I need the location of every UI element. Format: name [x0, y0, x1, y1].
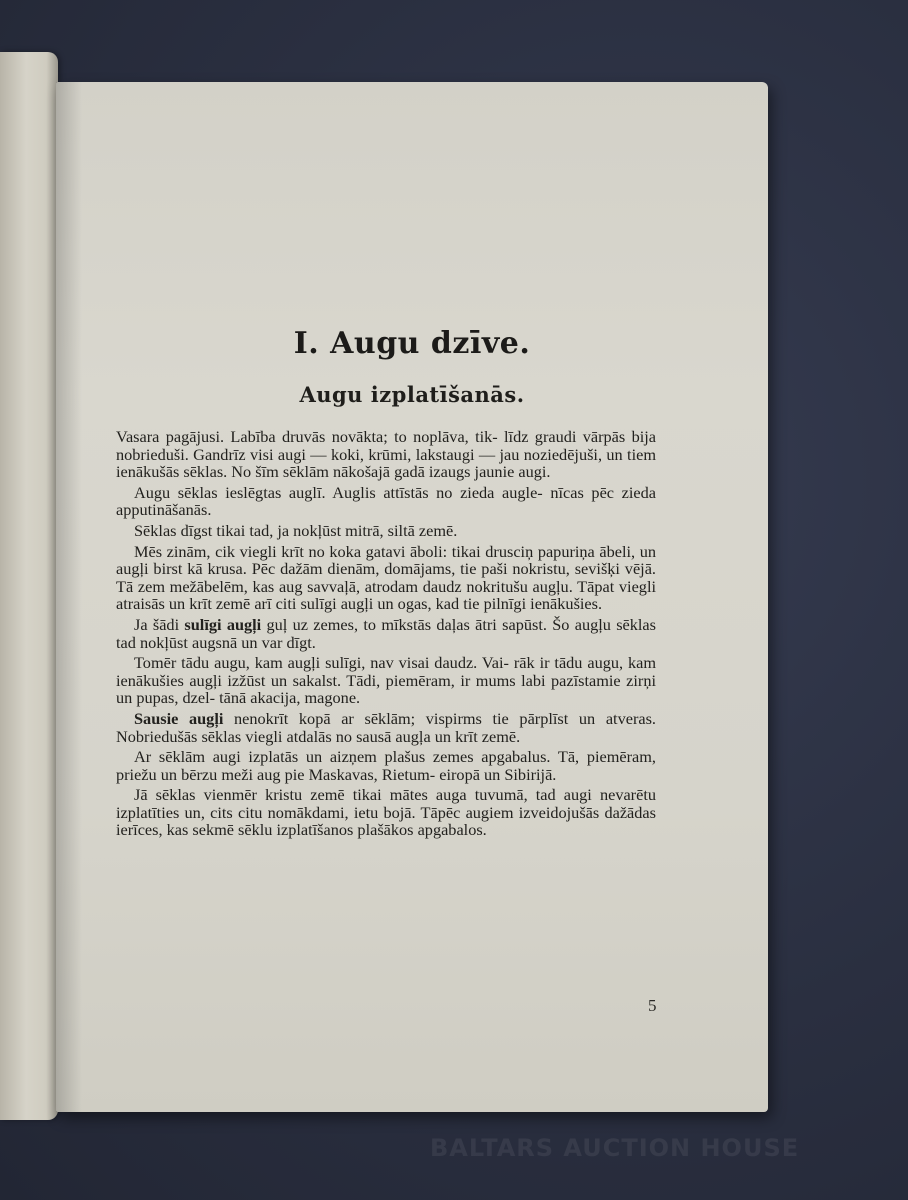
body-text — [116, 428, 656, 842]
auction-watermark: BALTARS AUCTION HOUSE — [430, 1134, 800, 1162]
page-number: 5 — [648, 996, 657, 1015]
chapter-title: I. Augu dzīve. — [293, 326, 531, 361]
paragraph-4: Mēs zinām, cik viegli krīt no koka gatavi āboli: tikai drusciņ papuriņa ābeli, un augļi birst kā krusa. Pēc dažām dienām, domājams, tie paši nokristu, sevišķi vējā. Tā zem mežābelēm, kas aug savvaļā, atrodam daudz nokritušu augļu. Tāpat viegli atraisās un krīt zemē arī citi sulīgi augļi un ogas, kad tie pilnīgi ienākušies. — [116, 541, 656, 614]
paragraph-1: Vasara pagājusi. Labība druvās novākta; to noplāva, tik- līdz graudi vārpās bija nobrieduši. Gandrīz visi augi — koki, krūmi, lakstaugi — jau noziedējuši, un tiem ienākušās sēklas. No šīm sēklām nākošajā gadā izaugs jaunie augi. — [116, 427, 656, 482]
paragraph-5-bold-term: sulīgi augļi — [184, 614, 262, 634]
paragraph-5-lead: Ja šādi — [134, 614, 185, 634]
paragraph-8: Ar sēklām augi izplatās un aizņem plašus zemes apgabalus. Tā, piemēram, priežu un bērzu meži aug pie Maskavas, Rietum- eiropā un Sibirijā. — [116, 747, 656, 784]
paragraph-7 — [116, 710, 656, 745]
book-page — [56, 82, 768, 1112]
paragraph-5 — [116, 616, 656, 651]
paragraph-2: Augu sēklas ieslēgtas auglī. Auglis attīstās no zieda augle- nīcas pēc zieda apputināšanās. — [116, 482, 656, 520]
paragraph-6: Tomēr tādu augu, kam augļi sulīgi, nav visai daudz. Vai- rāk ir tādu augu, kam ienākušies augļi izžūst un sakalst. Tādi, piemēram, ir mums labi pazīstamie zirņi un pupas, dzel- tānā akacija, magone. — [116, 653, 656, 708]
paragraph-9: Jā sēklas vienmēr kristu zemē tikai mātes auga tuvumā, tad augi nevarētu izplatīties un, cits citu nomākdami, ietu bojā. Tāpēc augiem izveidojušās dažādas ierīces, kas sekmē sēklu izplatīšanos plašākos apgabalos. — [116, 785, 656, 840]
section-title: Augu izplatīšanās. — [299, 382, 525, 407]
paragraph-5-rest: guļ uz zemes, to mīkstās daļas ātri sapūst. Šo augļu sēklas tad nokļūst augsnā un var dīgt. — [116, 614, 656, 652]
paragraph-3: Sēklas dīgst tikai tad, ja nokļūst mitrā, siltā zemē. — [134, 520, 458, 540]
paragraph-7-bold-term: Sausie augļi — [134, 708, 224, 728]
paragraph-7-rest: nenokrīt kopā ar sēklām; vispirms tie pārplīst un atveras. Nobriedušās sēklas viegli atdalās no sausā augļa un krīt zemē. — [116, 708, 656, 746]
left-page-edge — [0, 52, 58, 1120]
